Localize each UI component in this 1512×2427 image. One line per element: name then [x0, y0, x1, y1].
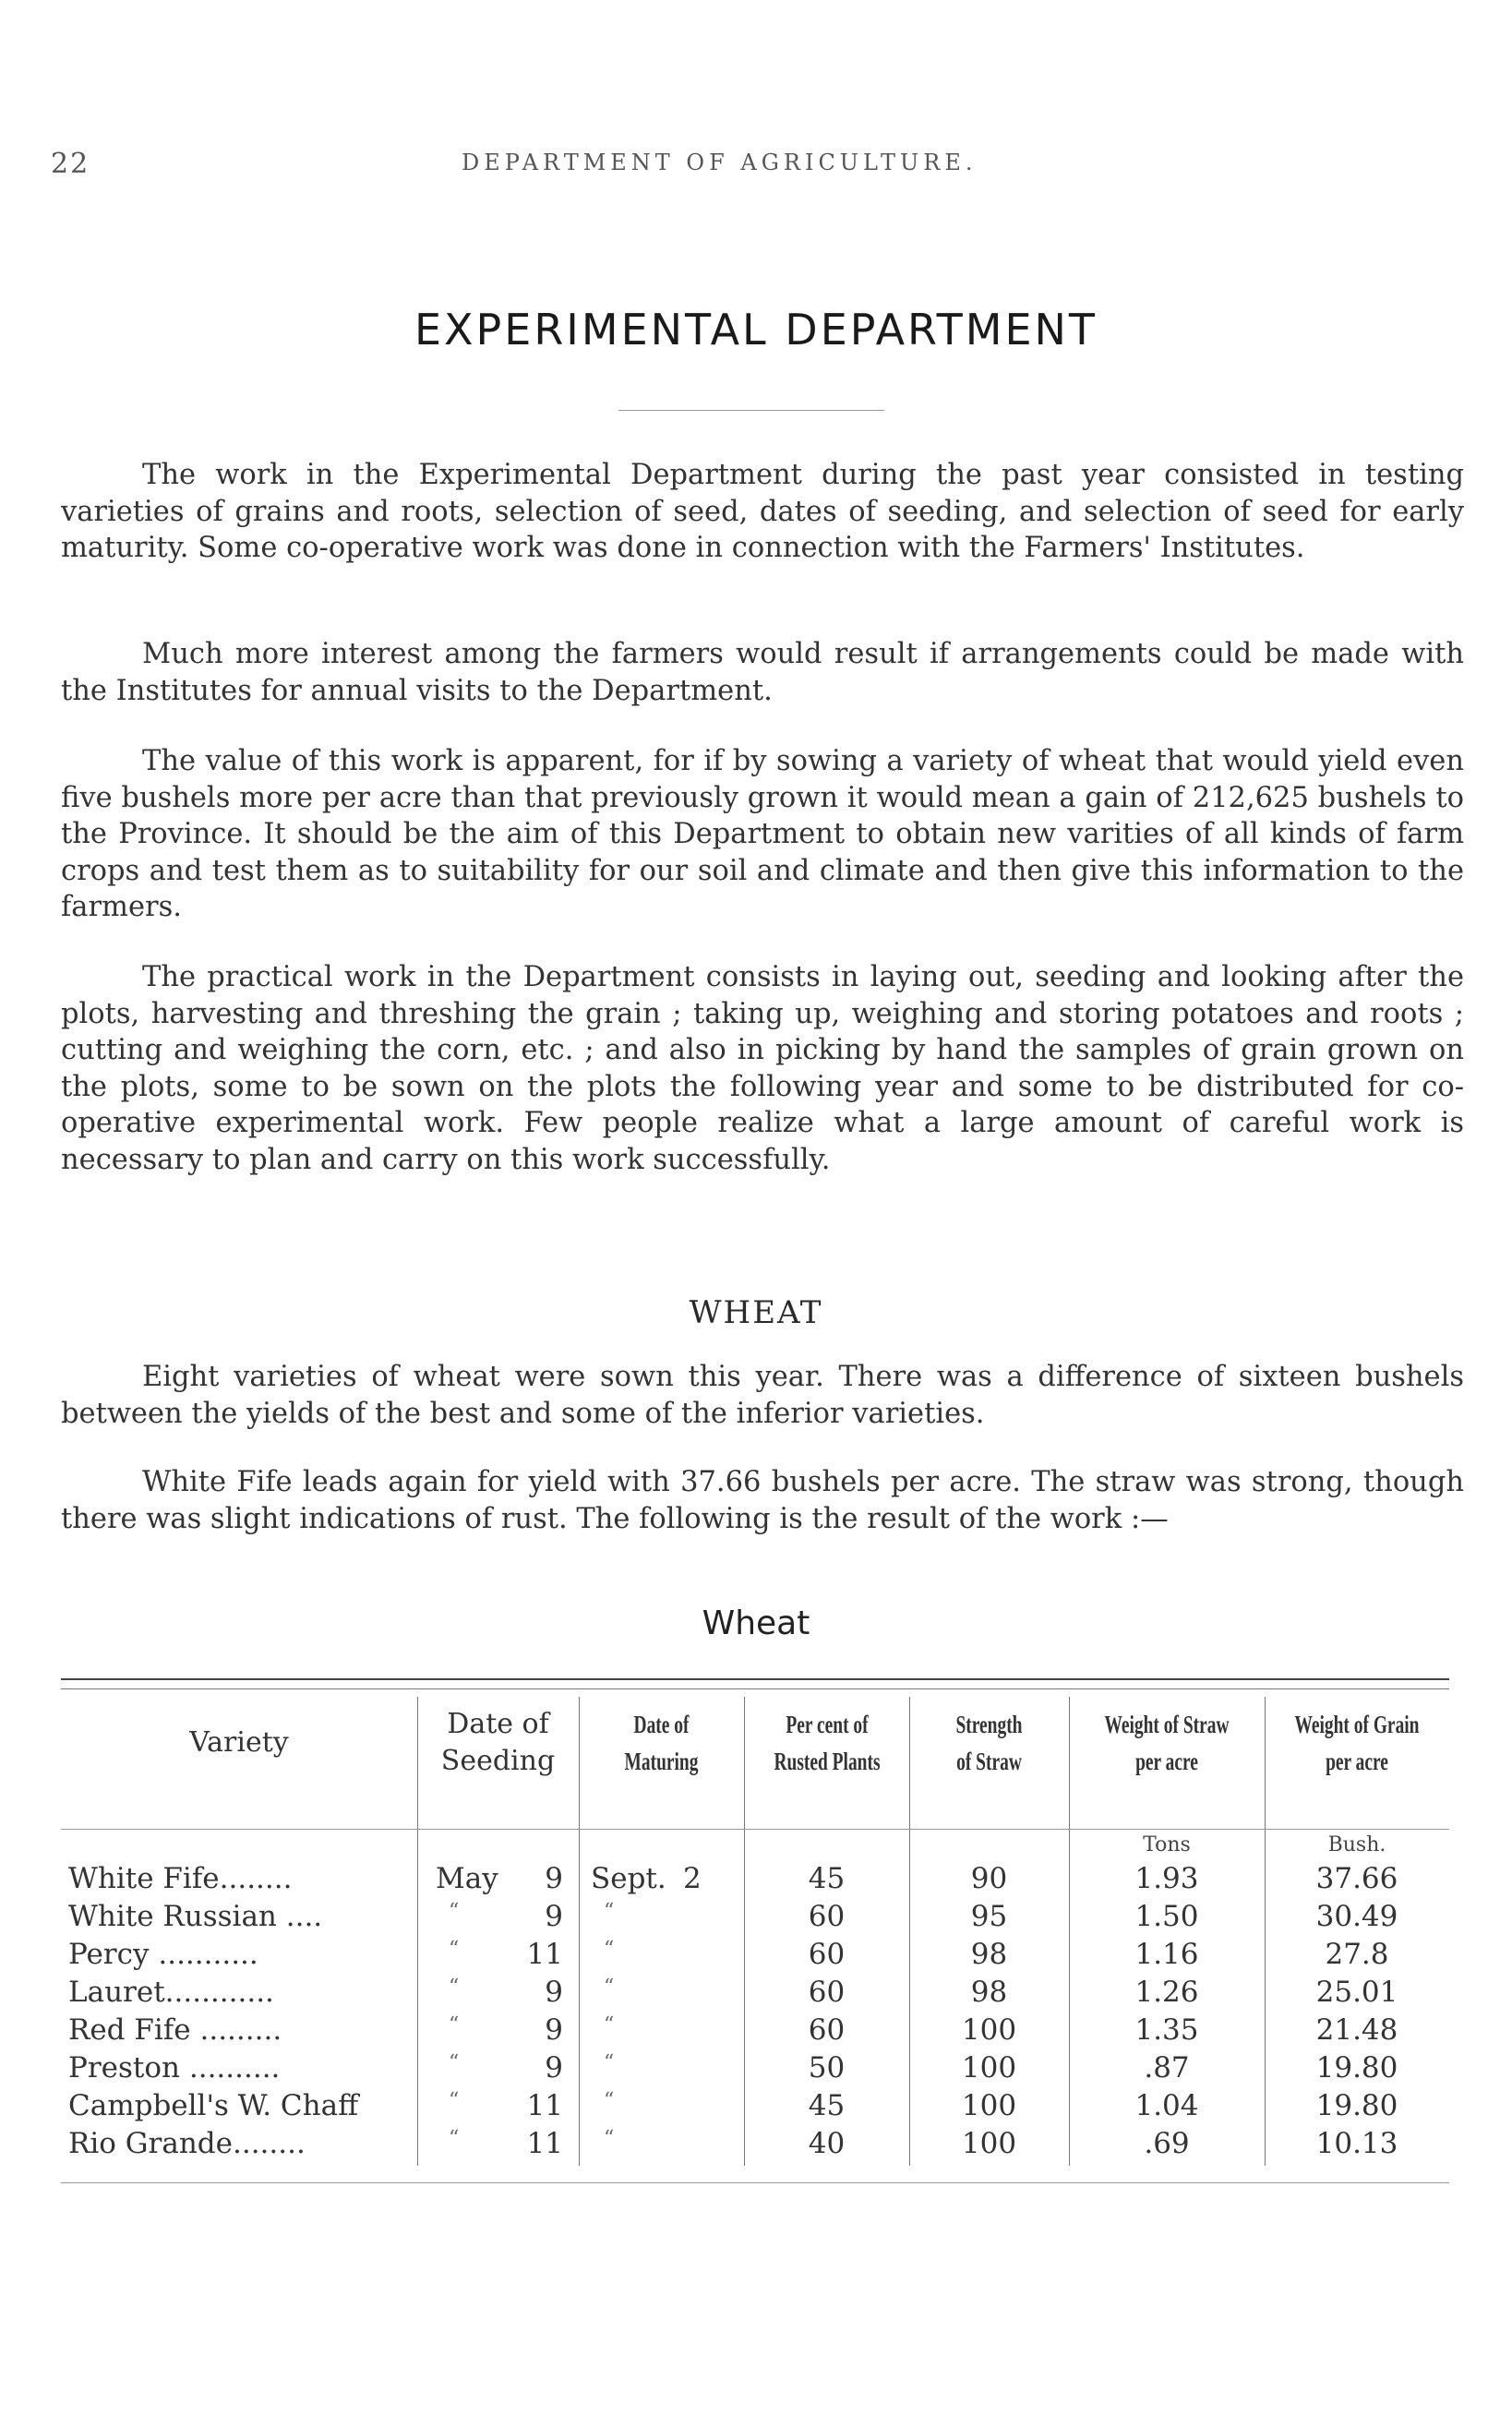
- cell-mature-month: “: [604, 1976, 615, 1999]
- cell-mature-month: “: [604, 1900, 615, 1923]
- header-date-seeding: [417, 1706, 579, 1780]
- header-straw-weight: [1074, 1706, 1260, 1780]
- cell-mature-month: “: [604, 2051, 615, 2074]
- cell-seed-month: “: [449, 2089, 460, 2112]
- cell-seed-month: “: [449, 2013, 460, 2037]
- unit-tons: Tons: [1143, 1833, 1191, 1856]
- cell-seed-month: “: [449, 2051, 460, 2074]
- cell-rusted: 60: [808, 1938, 846, 1971]
- cell-straw-weight: 1.50: [1134, 1900, 1199, 1933]
- cell-variety: Rio Grande........: [68, 2127, 306, 2160]
- cell-grain-weight: 30.49: [1315, 1900, 1398, 1933]
- cell-strength: 98: [970, 1938, 1008, 1971]
- cell-grain-weight: 19.80: [1315, 2051, 1398, 2085]
- header-straw-weight-line2: per acre: [1135, 1748, 1198, 1775]
- cell-mature-month: “: [604, 1938, 615, 1961]
- cell-variety: White Russian ....: [68, 1900, 323, 1933]
- cell-straw-weight: 1.16: [1134, 1938, 1199, 1971]
- cell-strength: 98: [970, 1976, 1008, 2009]
- wheat-paragraph-2: White Fife leads again for yield with 37.66 bushels per acre. The straw was strong, though there was slight indications of rust. The following is the result of the work :—: [61, 1466, 1464, 1535]
- cell-strength: 100: [961, 2127, 1017, 2160]
- cell-variety: Red Fife .........: [68, 2013, 282, 2047]
- cell-seed-month: “: [449, 1938, 460, 1961]
- cell-seed-day: 9: [545, 1976, 563, 2009]
- paragraph-2: Much more interest among the farmers would result if arrangements could be made with the Institutes for annual visits to the Department.: [61, 638, 1464, 707]
- cell-variety: Lauret............: [68, 1976, 274, 2009]
- cell-mature-month: “: [604, 2127, 615, 2150]
- cell-strength: 100: [961, 2051, 1017, 2085]
- header-strength-straw: [918, 1706, 1060, 1780]
- cell-rusted: 60: [808, 1900, 846, 1933]
- running-title: DEPARTMENT OF AGRICULTURE.: [462, 150, 978, 175]
- paragraph-1: The work in the Experimental Department during the past year consisted in testing varieties of grains and roots, selection of seed, dates of seeding, and selection of seed for early maturity. Some co-operative work was done in connection with the Farmers' Institutes.: [61, 459, 1464, 564]
- cell-seed-day: 11: [526, 1938, 563, 1971]
- table-header-rule: [61, 1829, 1449, 1830]
- paragraph-3: The value of this work is apparent, for if by sowing a variety of wheat that would yield even five bushels more per acre than that previously grown it would mean a gain of 212,625 bushels to the Province. It should be the aim of this Department to obtain new varities of all kinds of farm crops and test them as to suitability for our soil and climate and then give this information to the farmers.: [61, 745, 1464, 923]
- cell-seed-day: 9: [545, 1862, 563, 1895]
- cell-straw-weight: 1.26: [1134, 1976, 1199, 2009]
- cell-grain-weight: 19.80: [1315, 2089, 1398, 2122]
- header-grain-weight-line2: per acre: [1326, 1748, 1388, 1775]
- header-date-maturing: [602, 1706, 721, 1780]
- header-rusted-plants: [750, 1706, 904, 1780]
- cell-straw-weight: .69: [1144, 2127, 1190, 2160]
- cell-mature-month: Sept.: [591, 1862, 666, 1895]
- table-bottom-rule: [61, 2182, 1449, 2183]
- cell-mature-month: “: [604, 2013, 615, 2037]
- cell-seed-month: “: [449, 1976, 460, 1999]
- cell-rusted: 50: [808, 2051, 846, 2085]
- column-divider: [579, 1697, 580, 2166]
- title-divider: [618, 410, 884, 411]
- cell-strength: 100: [961, 2089, 1017, 2122]
- cell-variety: Preston ..........: [68, 2051, 281, 2085]
- header-grain-weight: [1270, 1706, 1443, 1780]
- header-grain-weight-line1: Weight of Grain: [1294, 1711, 1420, 1738]
- cell-grain-weight: 25.01: [1315, 1976, 1398, 2009]
- cell-seed-month: “: [449, 1900, 460, 1923]
- cell-strength: 95: [970, 1900, 1008, 1933]
- cell-grain-weight: 21.48: [1315, 2013, 1398, 2047]
- cell-seed-day: 9: [545, 2013, 563, 2047]
- cell-seed-day: 11: [526, 2089, 563, 2122]
- cell-straw-weight: 1.93: [1134, 1862, 1199, 1895]
- cell-rusted: 60: [808, 2013, 846, 2047]
- table-top-rule-thin: [61, 1688, 1449, 1689]
- header-straw-weight-line1: Weight of Straw: [1104, 1711, 1230, 1738]
- cell-variety: White Fife........: [68, 1862, 293, 1895]
- cell-grain-weight: 10.13: [1315, 2127, 1398, 2160]
- header-rusted-line1: Per cent of: [786, 1711, 869, 1738]
- wheat-paragraph-1: Eight varieties of wheat were sown this year. There was a difference of sixteen bushels between the yields of the best and some of the inferior varieties.: [61, 1361, 1464, 1430]
- cell-strength: 100: [961, 2013, 1017, 2047]
- cell-seed-month: “: [449, 2127, 460, 2150]
- cell-strength: 90: [970, 1862, 1008, 1895]
- cell-mature-day: 2: [683, 1862, 702, 1895]
- cell-straw-weight: 1.04: [1134, 2089, 1199, 2122]
- cell-grain-weight: 27.8: [1325, 1938, 1389, 1971]
- header-strength-line1: Strength: [955, 1711, 1023, 1738]
- cell-grain-weight: 37.66: [1315, 1862, 1398, 1895]
- wheat-section-heading: WHEAT: [689, 1294, 823, 1331]
- header-rusted-line2: Rusted Plants: [774, 1748, 881, 1775]
- cell-variety: Percy ...........: [68, 1938, 258, 1971]
- unit-bushels: Bush.: [1327, 1833, 1386, 1856]
- cell-seed-day: 9: [545, 2051, 563, 2085]
- header-date-maturing-line1: Date of: [633, 1711, 690, 1738]
- cell-seed-day: 9: [545, 1900, 563, 1933]
- cell-straw-weight: .87: [1144, 2051, 1190, 2085]
- header-strength-line2: of Straw: [956, 1748, 1022, 1775]
- running-header: [0, 148, 1512, 185]
- cell-rusted: 45: [808, 2089, 846, 2122]
- header-date-seeding-line1: Date of: [447, 1708, 549, 1740]
- cell-variety: Campbell's W. Chaff: [68, 2089, 359, 2122]
- cell-seed-month: May: [436, 1862, 498, 1895]
- cell-rusted: 40: [808, 2127, 846, 2160]
- cell-straw-weight: 1.35: [1134, 2013, 1199, 2047]
- page-title: EXPERIMENTAL DEPARTMENT: [414, 305, 1098, 354]
- header-date-seeding-line2: Seeding: [440, 1745, 556, 1777]
- cell-rusted: 45: [808, 1862, 846, 1895]
- header-variety: Variety: [189, 1726, 289, 1759]
- cell-seed-day: 11: [526, 2127, 563, 2160]
- cell-rusted: 60: [808, 1976, 846, 2009]
- cell-mature-month: “: [604, 2089, 615, 2112]
- paragraph-4: The practical work in the Department consists in laying out, seeding and looking after the plots, harvesting and threshing the grain ; taking up, weighing and storing potatoes and roots ; cutting and weighing the corn, etc. ; and also in picking by hand the samples of grain grown on the plots, some to be sown on the plots the following year and some to be distributed for co-operative experimental work. Few people realize what a large amount of careful work is necessary to plan and carry on this work successfully.: [61, 961, 1464, 1176]
- header-date-maturing-line2: Maturing: [624, 1748, 699, 1775]
- table-top-rule: [61, 1678, 1449, 1680]
- page-number: 22: [51, 148, 90, 180]
- table-title: Wheat: [702, 1604, 810, 1642]
